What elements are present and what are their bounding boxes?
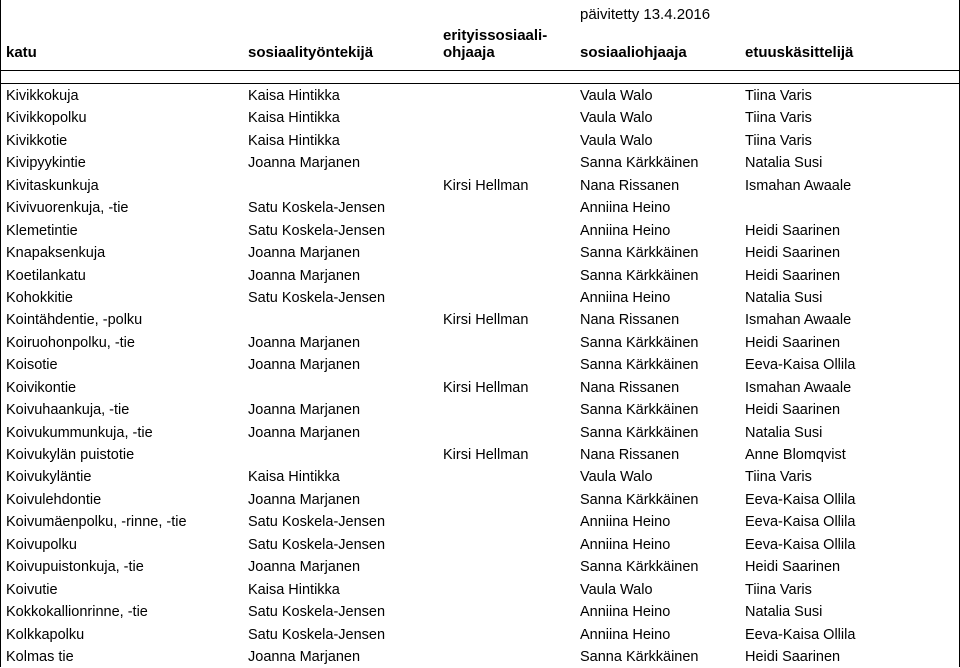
cell-katu: Kivivuorenkuja, -tie [6,200,129,217]
header-divider-bottom [0,83,960,84]
table-row [0,175,960,197]
table-row [0,466,960,488]
cell-sosiaalityontekija: Kaisa Hintikka [248,581,340,598]
cell-katu: Koiruohonpolku, -tie [6,334,135,351]
cell-katu: Koivuhaankuja, -tie [6,402,130,419]
cell-sosiaalityontekija: Kaisa Hintikka [248,110,340,127]
cell-etuuskasittelija: Eeva-Kaisa Ollila [745,357,856,374]
cell-sosiaalityontekija: Satu Koskela-Jensen [248,514,386,531]
cell-sosiaalityontekija: Satu Koskela-Jensen [248,200,386,217]
cell-sosiaaliohjaaja: Anniina Heino [580,289,671,306]
table-row [0,624,960,646]
cell-sosiaaliohjaaja: Sanna Kärkkäinen [580,357,699,374]
cell-sosiaalityontekija: Joanna Marjanen [248,402,361,419]
cell-etuuskasittelija: Natalia Susi [745,604,823,621]
cell-katu: Koivukylän puistotie [6,447,135,463]
cell-sosiaalityontekija: Joanna Marjanen [248,155,361,172]
cell-sosiaaliohjaaja: Sanna Kärkkäinen [580,402,699,419]
cell-erityissosiaaliohjaaja: Kirsi Hellman [443,379,529,396]
cell-katu: Kolkkapolku [6,626,85,643]
street-table [0,85,960,668]
cell-etuuskasittelija: Tiina Varis [745,110,812,127]
cell-katu: Koisotie [6,357,58,374]
cell-katu: Kohokkitie [6,289,73,306]
table-row [0,197,960,219]
table-row [0,354,960,376]
table-row [0,399,960,421]
table-row [0,534,960,556]
cell-katu: Kivitaskunkuja [6,177,99,194]
table-row [0,287,960,309]
cell-sosiaalityontekija: Kaisa Hintikka [248,132,340,149]
cell-katu: Koivumäenpolku, -rinne, -tie [6,514,187,531]
cell-sosiaaliohjaaja: Anniina Heino [580,200,671,217]
cell-sosiaalityontekija: Joanna Marjanen [248,491,361,508]
updated-date: päivitetty 13.4.2016 [580,6,711,23]
cell-katu: Kivipyykintie [6,155,86,172]
cell-katu: Koivukummunkuja, -tie [6,424,153,441]
cell-sosiaaliohjaaja: Sanna Kärkkäinen [580,267,699,284]
cell-sosiaaliohjaaja: Sanna Kärkkäinen [580,559,699,576]
cell-erityissosiaaliohjaaja: Kirsi Hellman [443,312,529,329]
cell-sosiaalityontekija: Satu Koskela-Jensen [248,222,386,239]
cell-katu: Koivupuistonkuja, -tie [6,559,144,576]
cell-erityissosiaaliohjaaja: Kirsi Hellman [443,177,529,194]
table-row [0,265,960,287]
table-row [0,511,960,533]
cell-sosiaaliohjaaja: Vaula Walo [580,581,653,598]
table-row [0,242,960,264]
cell-katu: Koivikontie [6,379,77,396]
cell-etuuskasittelija: Heidi Saarinen [745,334,841,351]
table-row [0,489,960,511]
cell-etuuskasittelija: Heidi Saarinen [745,402,841,419]
cell-sosiaaliohjaaja: Anniina Heino [580,222,671,239]
cell-katu: Kointähdentie, -polku [6,312,143,329]
cell-etuuskasittelija: Eeva-Kaisa Ollila [745,514,856,531]
cell-katu: Kokkokallionrinne, -tie [6,604,148,621]
cell-katu: Koivukyläntie [6,469,92,486]
table-row [0,309,960,331]
cell-etuuskasittelija: Tiina Varis [745,88,812,104]
cell-etuuskasittelija: Natalia Susi [745,155,823,172]
cell-katu: Koetilankatu [6,267,86,284]
cell-sosiaalityontekija: Joanna Marjanen [248,245,361,262]
cell-etuuskasittelija: Heidi Saarinen [745,267,841,284]
cell-sosiaaliohjaaja: Anniina Heino [580,536,671,553]
header-divider-top [0,70,960,71]
table-row [0,220,960,242]
cell-sosiaalityontekija: Satu Koskela-Jensen [248,626,386,643]
table-row [0,107,960,129]
header-etuuskasittelija: etuuskäsittelijä [745,44,854,61]
header-sosiaalityontekija: sosiaalityöntekijä [248,44,374,61]
cell-katu: Kolmas tie [6,648,74,665]
cell-sosiaaliohjaaja: Anniina Heino [580,514,671,531]
cell-sosiaalityontekija: Satu Koskela-Jensen [248,289,386,306]
cell-sosiaaliohjaaja: Sanna Kärkkäinen [580,648,699,665]
cell-sosiaaliohjaaja: Vaula Walo [580,132,653,149]
table-row [0,377,960,399]
cell-sosiaaliohjaaja: Nana Rissanen [580,379,680,396]
cell-etuuskasittelija: Heidi Saarinen [745,559,841,576]
cell-erityissosiaaliohjaaja: Kirsi Hellman [443,447,529,463]
cell-etuuskasittelija: Tiina Varis [745,132,812,149]
cell-sosiaaliohjaaja: Sanna Kärkkäinen [580,245,699,262]
table-row [0,130,960,152]
cell-etuuskasittelija: Heidi Saarinen [745,648,841,665]
cell-sosiaaliohjaaja: Nana Rissanen [580,312,680,329]
table-row [0,556,960,578]
header-sosiaaliohjaaja: sosiaaliohjaaja [580,44,687,61]
cell-katu: Kivikkokuja [6,88,79,104]
cell-sosiaaliohjaaja: Sanna Kärkkäinen [580,155,699,172]
table-row [0,646,960,668]
cell-katu: Koivutie [6,581,58,598]
cell-sosiaaliohjaaja: Vaula Walo [580,110,653,127]
table-row [0,152,960,174]
cell-sosiaalityontekija: Kaisa Hintikka [248,88,340,104]
cell-sosiaaliohjaaja: Anniina Heino [580,626,671,643]
cell-sosiaaliohjaaja: Vaula Walo [580,469,653,486]
cell-katu: Klemetintie [6,222,78,239]
table-row [0,85,960,107]
cell-katu: Koivulehdontie [6,491,102,508]
cell-sosiaaliohjaaja: Sanna Kärkkäinen [580,334,699,351]
cell-etuuskasittelija: Ismahan Awaale [745,177,852,194]
cell-sosiaaliohjaaja: Anniina Heino [580,604,671,621]
cell-sosiaaliohjaaja: Sanna Kärkkäinen [580,491,699,508]
cell-sosiaalityontekija: Joanna Marjanen [248,334,361,351]
cell-sosiaaliohjaaja: Nana Rissanen [580,447,680,463]
cell-etuuskasittelija: Tiina Varis [745,581,812,598]
cell-katu: Kivikkotie [6,132,68,149]
header-erityissosiaaliohjaaja: erityissosiaali- ohjaaja [443,27,548,61]
cell-sosiaalityontekija: Joanna Marjanen [248,424,361,441]
cell-etuuskasittelija: Natalia Susi [745,424,823,441]
cell-sosiaalityontekija: Satu Koskela-Jensen [248,604,386,621]
cell-etuuskasittelija: Eeva-Kaisa Ollila [745,626,856,643]
cell-katu: Knapaksenkuja [6,245,106,262]
cell-etuuskasittelija: Heidi Saarinen [745,245,841,262]
cell-katu: Koivupolku [6,536,77,553]
cell-sosiaalityontekija: Joanna Marjanen [248,559,361,576]
table-row [0,601,960,623]
cell-sosiaaliohjaaja: Nana Rissanen [580,177,680,194]
cell-sosiaalityontekija: Satu Koskela-Jensen [248,536,386,553]
cell-etuuskasittelija: Ismahan Awaale [745,312,852,329]
cell-etuuskasittelija: Tiina Varis [745,469,812,486]
table-row [0,422,960,444]
cell-etuuskasittelija: Heidi Saarinen [745,222,841,239]
cell-sosiaaliohjaaja: Vaula Walo [580,88,653,104]
header-katu: katu [6,44,37,61]
table-row [0,444,960,466]
table-row [0,579,960,601]
cell-etuuskasittelija: Ismahan Awaale [745,379,852,396]
cell-sosiaalityontekija: Joanna Marjanen [248,357,361,374]
cell-sosiaaliohjaaja: Sanna Kärkkäinen [580,424,699,441]
cell-etuuskasittelija: Eeva-Kaisa Ollila [745,491,856,508]
cell-katu: Kivikkopolku [6,110,87,127]
cell-sosiaalityontekija: Joanna Marjanen [248,267,361,284]
cell-sosiaalityontekija: Kaisa Hintikka [248,469,340,486]
table-row [0,332,960,354]
cell-etuuskasittelija: Eeva-Kaisa Ollila [745,536,856,553]
cell-etuuskasittelija: Anne Blomqvist [745,447,846,463]
cell-etuuskasittelija: Natalia Susi [745,289,823,306]
cell-sosiaalityontekija: Joanna Marjanen [248,648,361,665]
